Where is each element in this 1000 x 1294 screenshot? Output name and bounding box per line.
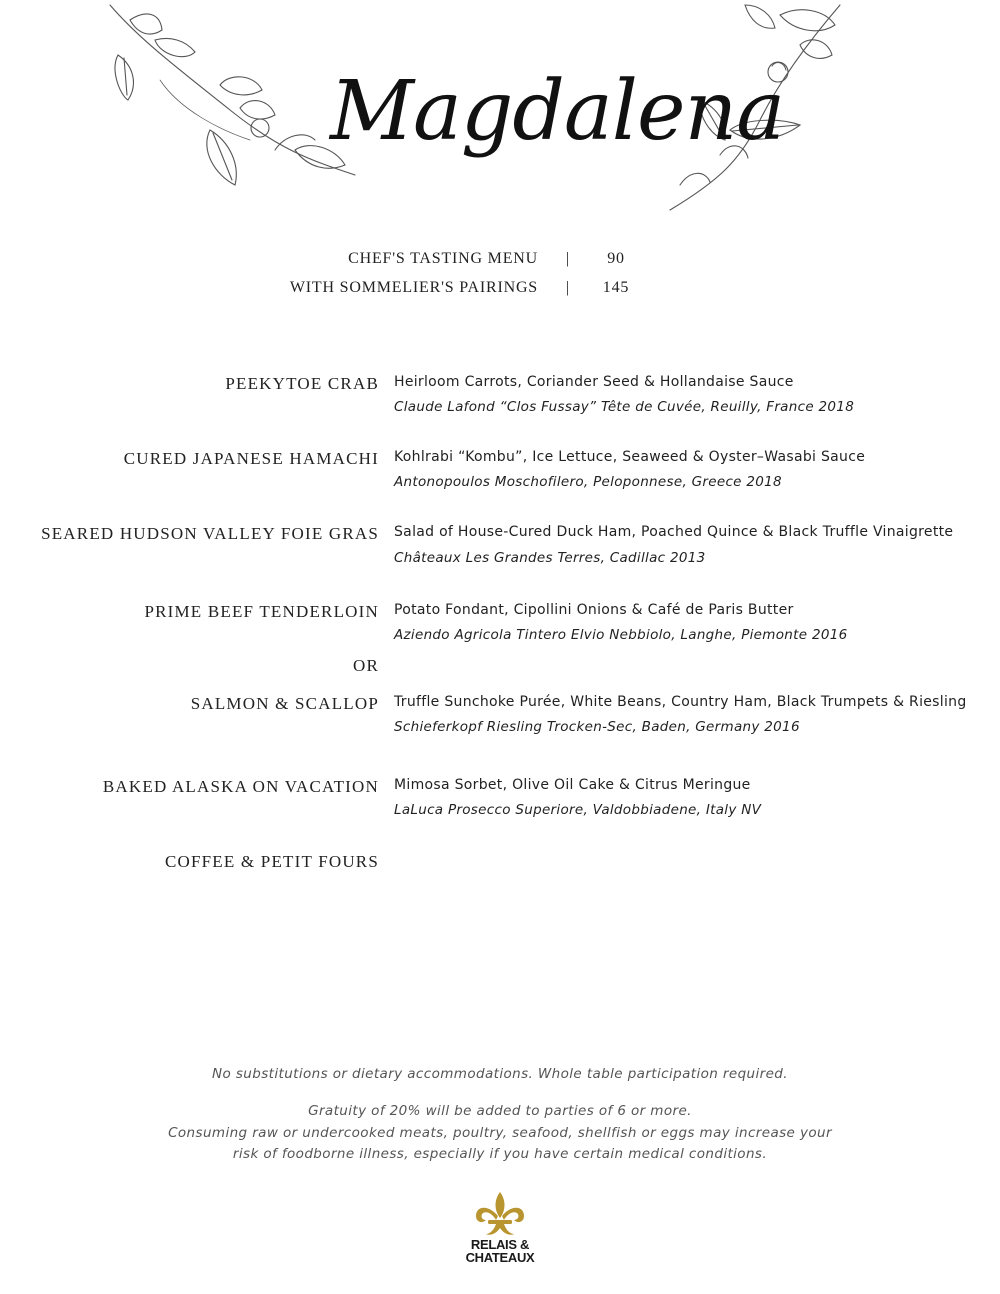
course-name: COFFEE & PETIT FOURS (164, 852, 379, 871)
relais-chateaux-logo (450, 1190, 550, 1270)
price-separator: | (566, 250, 571, 267)
policy-note: No substitutions or dietary accommodations. Whole table participation required. (212, 1066, 788, 1082)
course-name: PRIME BEEF TENDERLOIN (144, 602, 379, 621)
course-description: Kohlrabi “Kombu”, Ice Lettuce, Seaweed & Oyster–Wasabi Sauce (394, 449, 866, 465)
price-label: CHEF'S TASTING MENU (348, 250, 538, 267)
fleur-de-lis-icon (472, 1190, 528, 1238)
course-description: Heirloom Carrots, Coriander Seed & Hollandaise Sauce (394, 374, 794, 390)
gratuity-note: Gratuity of 20% will be added to parties of 6 or more. (308, 1103, 692, 1119)
restaurant-logo: Magdalena (330, 64, 785, 159)
wine-pairing: Châteaux Les Grandes Terres, Cadillac 2013 (394, 550, 706, 566)
price-value: 145 (602, 279, 630, 296)
price-separator: | (566, 279, 571, 296)
price-value: 90 (607, 250, 625, 267)
vine-illustration-left (100, 0, 360, 200)
wine-pairing: Schieferkopf Riesling Trocken-Sec, Baden, Germany 2016 (394, 719, 800, 735)
course-name: CURED JAPANESE HAMACHI (123, 449, 379, 468)
course-name: PEEKYTOE CRAB (225, 374, 379, 393)
course-description: Salad of House-Cured Duck Ham, Poached Quince & Black Truffle Vinaigrette (394, 524, 954, 540)
health-advisory-line-1: Consuming raw or undercooked meats, poultry, seafood, shellfish or eggs may increase your (168, 1125, 832, 1141)
wine-pairing: Antonopoulos Moschofilero, Peloponnese, Greece 2018 (394, 474, 782, 490)
course-name: SEARED HUDSON VALLEY FOIE GRAS (41, 524, 379, 543)
course-description: Truffle Sunchoke Purée, White Beans, Country Ham, Black Trumpets & Riesling (394, 694, 967, 710)
course-name: BAKED ALASKA ON VACATION (102, 777, 379, 796)
or-label: OR (352, 656, 379, 675)
course-description: Mimosa Sorbet, Olive Oil Cake & Citrus Meringue (394, 777, 751, 793)
course-description: Potato Fondant, Cipollini Onions & Café de Paris Butter (394, 602, 794, 618)
wine-pairing: Aziendo Agricola Tintero Elvio Nebbiolo, Langhe, Piemonte 2016 (394, 627, 848, 643)
course-name: SALMON & SCALLOP (190, 694, 379, 713)
health-advisory-line-2: risk of foodborne illness, especially if you have certain medical conditions. (232, 1146, 768, 1162)
wine-pairing: LaLuca Prosecco Superiore, Valdobbiadene, Italy NV (394, 802, 762, 818)
relais-chateaux-wordmark (450, 1238, 550, 1264)
wordmark-line-2: CHATEAUX (465, 1250, 535, 1265)
wordmark-line-1: RELAIS & (470, 1237, 530, 1252)
wine-pairing: Claude Lafond “Clos Fussay” Tête de Cuvée, Reuilly, France 2018 (394, 399, 855, 415)
price-label: WITH SOMMELIER'S PAIRINGS (289, 279, 538, 296)
